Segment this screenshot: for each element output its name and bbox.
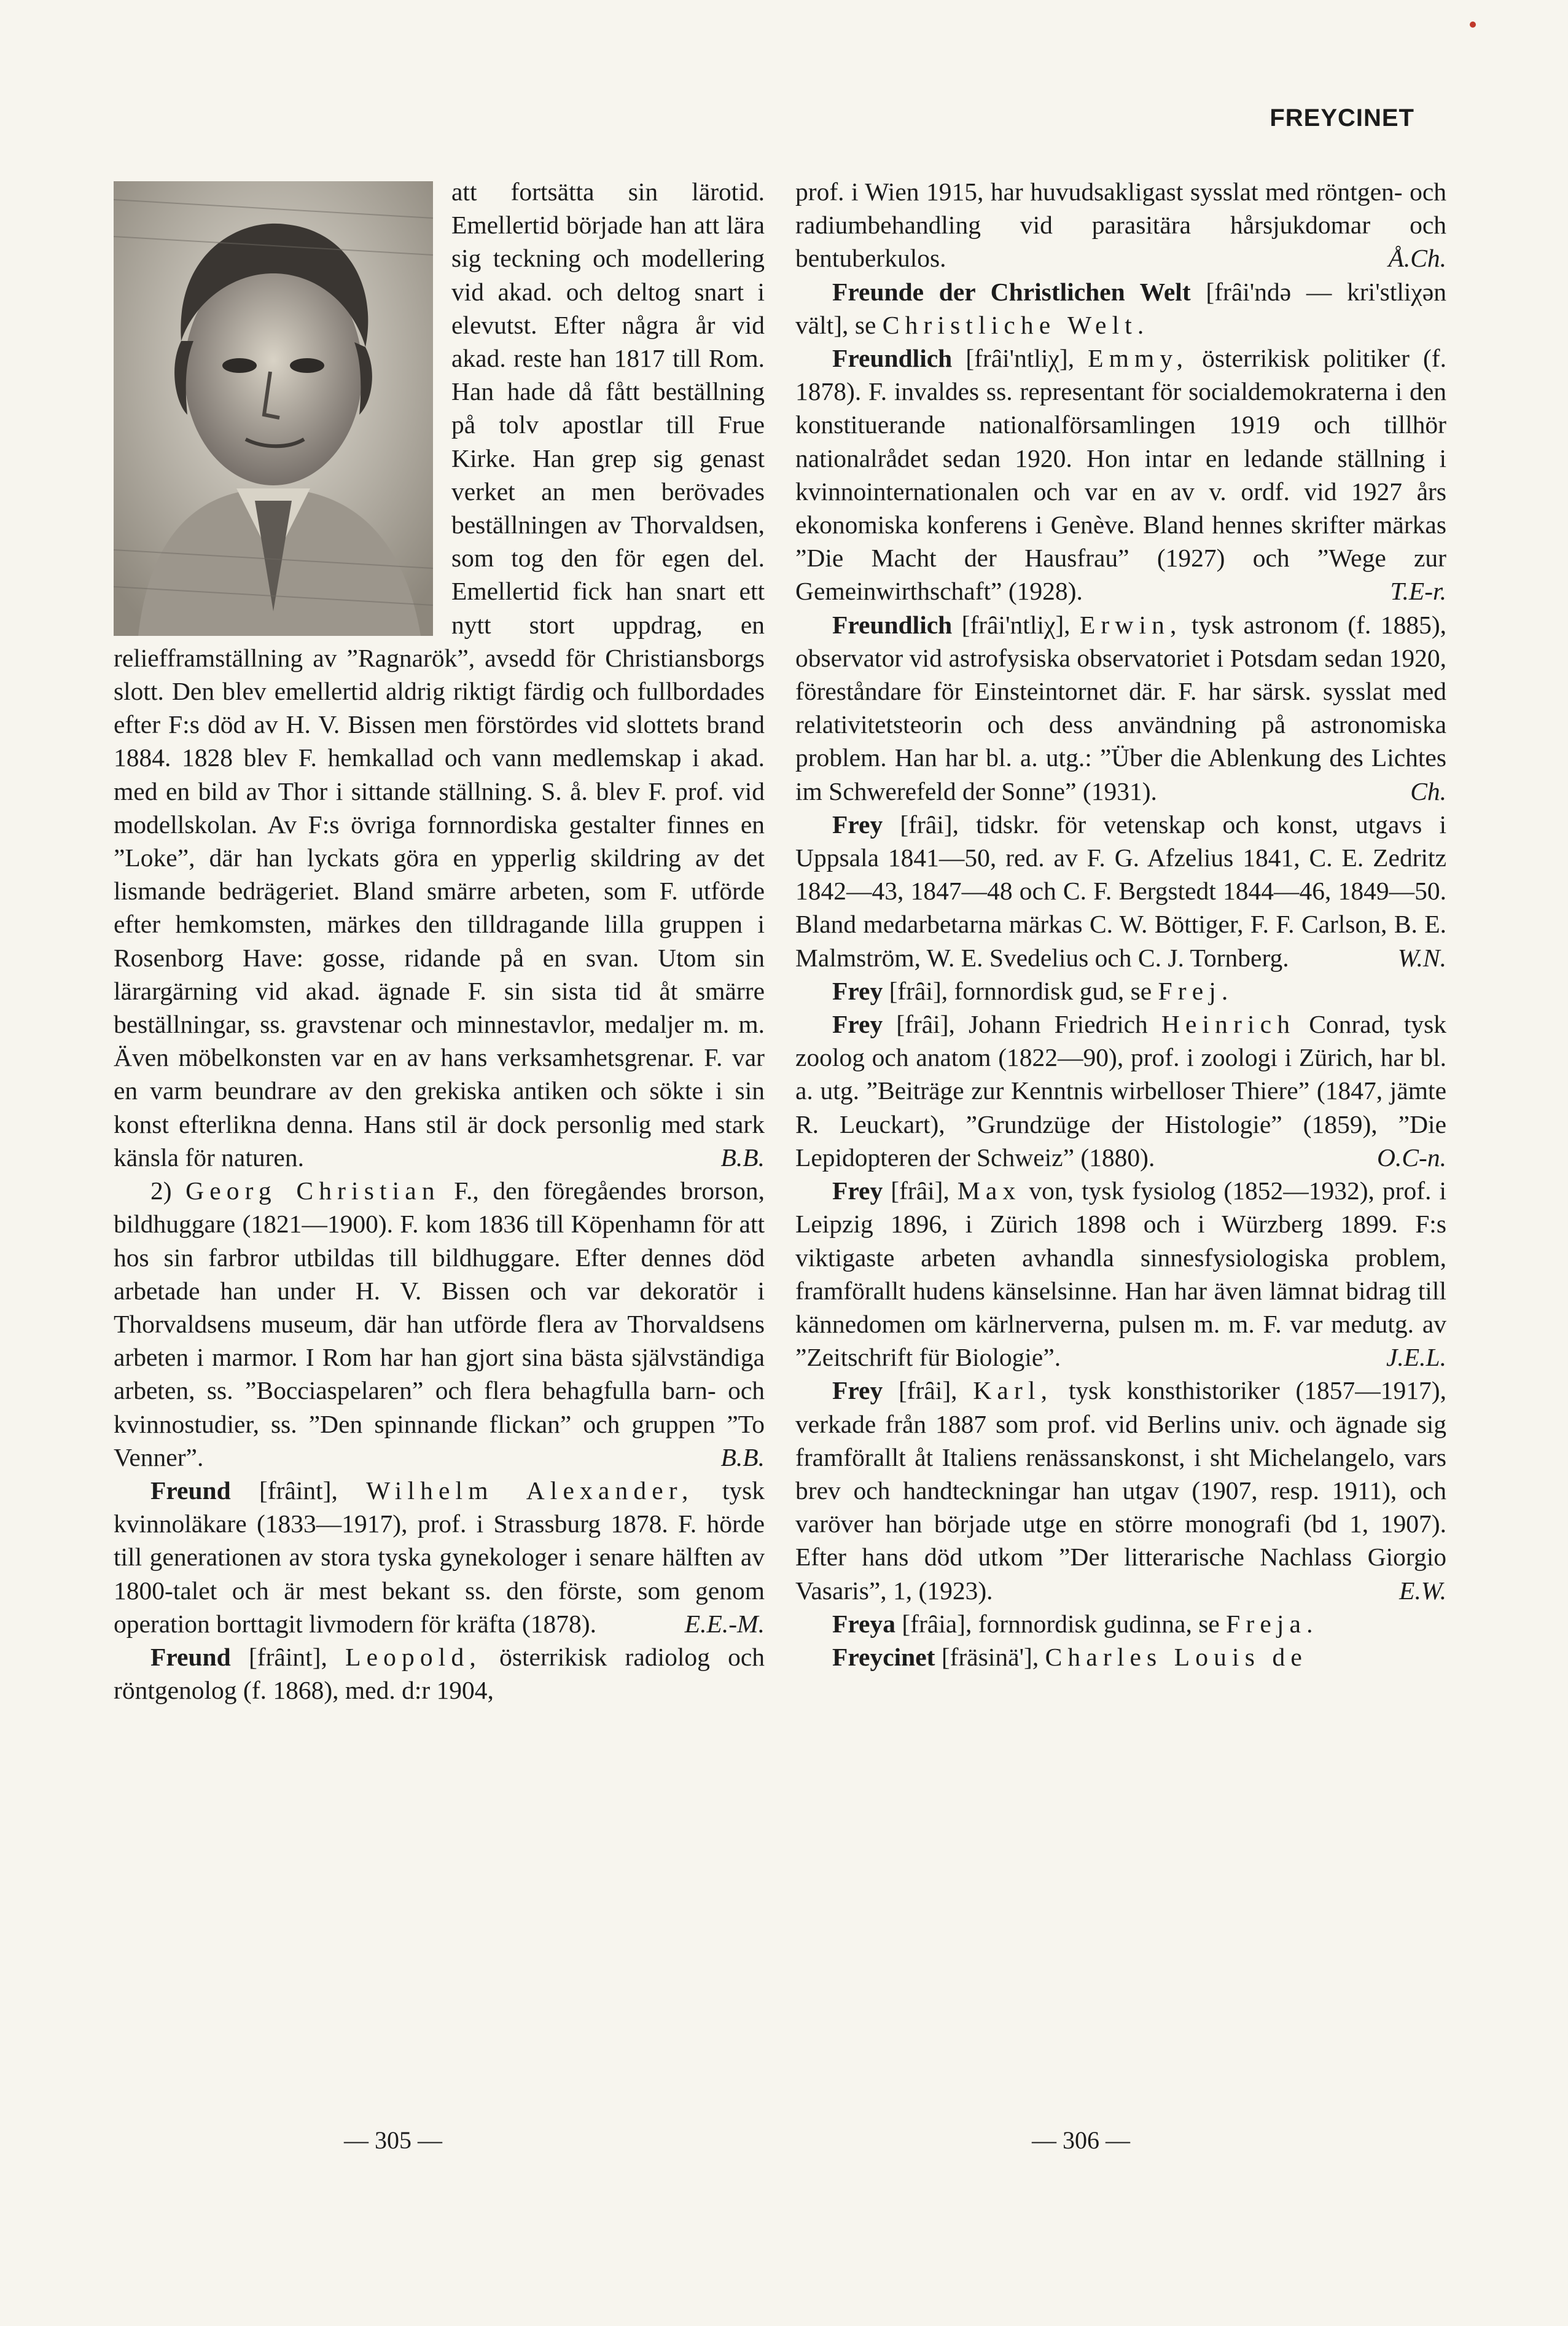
- author-signature: T.E-r.: [1390, 577, 1446, 606]
- author-signature: Å.Ch.: [1388, 244, 1446, 273]
- entry-freund-leopold: Freund [frȃint], Leopold, österrikisk radiolog och röntgenolog (f. 1868), med. d:r 1904,: [114, 1642, 765, 1705]
- cross-reference: Christliche Welt.: [882, 310, 1150, 339]
- author-signature: J.E.L.: [1386, 1343, 1446, 1372]
- headword: Freund: [150, 1476, 231, 1505]
- cross-reference: Frej.: [1158, 976, 1234, 1005]
- author-signature: E.E.-M.: [684, 1609, 765, 1638]
- author-signature: B.B.: [720, 1143, 765, 1172]
- headword: Freundlich: [832, 610, 953, 639]
- author-signature: Ch.: [1410, 777, 1446, 805]
- paragraph-thorvaldsen-continuation: att fortsätta sin lärotid. Emellertid började han att lära sig teckning och modellering vid akad. och deltog snart i elevutst. Efter några år vid akad. reste han 1817 till Rom. Han hade då fått beställning på tolv apostlar till Frue Kirke. Han grep sig genast verket an men berövades beställningen av Thorvaldsen, som tog den för egen del. Emellertid fick han snart ett nytt stort uppdrag, en reliefframställning av ”Ragnarök”, avsedd för Christiansborgs slott. Den blev emellertid aldrig riktigt färdig och fullbordades efter F:s död av H. V. Bissen men förstördes vid slottets brand 1884. 1828 blev F. hemkallad och vann medlemskap i akad. med en bild av Thor i sittande ställning. S. å. blev F. prof. vid modellskolan. Av F:s övriga fornnordiska gestalter finnes en ”Loke”, där han lyckats göra en ypperlig skildring av det lismande bedrägeriet. Bland smärre arbeten, som F. utförde efter hemkomsten, märkes den tilldragande lilla gruppen i Rosenborg Have: gosse, ridande på en svan. Utom sin lärargärning vid akad. ägnade F. sin sista tid åt smärre beställningar, ss. gravstenar och minnestavlor, medaljer m. m. Även möbelkonsten var en av hans verksamhetsgrenar. F. var en varm beundrare av den grekiska antiken och sökte i sin konst efterlikna denna. Hans stil är dock personlig med stark känsla för naturen. B.B.: [114, 175, 765, 1174]
- headword: Frey: [832, 1010, 883, 1039]
- portrait-image: [114, 181, 433, 636]
- entry-freunde-christlichen-welt: Freunde der Christlichen Welt [frȃi'ndə — kri'stliχən vält], se Christliche Welt.: [795, 277, 1447, 339]
- page-number-right: — 306 —: [1032, 2126, 1130, 2154]
- headword: Freundlich: [832, 344, 953, 373]
- entry-frey-karl: Frey [frȃi], Karl, tysk konsthistoriker (1857—1917), verkade från 1887 som prof. vid Berlins univ. och ägnade sig framförallt åt Italiens renässanskonst, i sht Michelangelo, vars brev och handteckningar han utgav (1907, resp. 1911), och varöver han började utge en större monografi (bd 1, 1907). Efter hans död utkom ”Der litterarische Nachlass Giorgio Vasaris”, 1, (1923). E.W.: [795, 1374, 1446, 1607]
- entry-frey-tidskrift: Frey [frȃi], tidskr. för vetenskap och konst, utgavs i Uppsala 1841—50, red. av F. G. Afzelius 1841, C. E. Zedritz 1842—43, 1847—48 och C. F. Bergstedt 1844—46, 1849—50. Bland medarbetarna märkas C. W. Böttiger, F. F. Carlson, B. E. Malmström, W. E. Svedelius och C. J. Tornberg. W.N.: [795, 808, 1446, 974]
- author-signature: E.W.: [1399, 1576, 1446, 1605]
- entry-freycinet: Freycinet [fräsinä'], Charles Louis de: [832, 1642, 1308, 1671]
- page-number-left: — 305 —: [344, 2126, 442, 2154]
- entry-freya: Freya [frȃia], fornnordisk gudinna, se Freja.: [832, 1609, 1319, 1638]
- author-signature: B.B.: [720, 1443, 765, 1471]
- left-column: [114, 175, 765, 1707]
- headword: Frey: [832, 976, 883, 1005]
- right-column: [795, 175, 1446, 1674]
- entry-frey-johann: Frey [frȃi], Johann Friedrich Heinrich Conrad, tysk zoolog och anatom (1822—90), prof. i zoologi i Zürich, har bl. a. utg. ”Beiträge zur Kenntnis wirbelloser Thiere” (1847, jämte R. Leuckart), ”Grundzüge der Histologie” (1859), ”Die Lepidopteren der Schweiz” (1880). O.C-n.: [795, 1008, 1446, 1174]
- entry-freund-wilhelm: Freund [frȃint], Wilhelm Alexander, tysk kvinnoläkare (1833—1917), prof. i Strassburg 1878. F. hörde till generationen av stora tyska gynekologer i senare hälften av 1800-talet och är mest bekant ss. den förste, som genom operation borttagit livmodern för kräfta (1878). E.E.-M.: [114, 1474, 765, 1640]
- author-signature: O.C-n.: [1377, 1143, 1446, 1172]
- entry-person-name: Georg Christian: [185, 1177, 440, 1205]
- headword: Frey: [832, 1177, 883, 1205]
- portrait-engraving-icon: [114, 181, 433, 636]
- author-signature: W.N.: [1397, 943, 1446, 972]
- entry-freundlich-erwin: Freundlich [frȃi'ntliχ], Erwin, tysk astronom (f. 1885), observator vid astrofysiska observatoriet i Potsdam sedan 1920, föreståndare för Einsteintornet där. F. har särsk. sysslat med relativitetsteorin och dess användning på astronomiska problem. Han har bl. a. utg.: ”Über die Ablenkung des Lichtes im Schwerefeld der Sonne” (1931). Ch.: [795, 608, 1446, 808]
- headword: Freunde der Christlichen Welt: [832, 277, 1191, 306]
- entry-georg-christian: 2) Georg Christian F., den föregåendes brorson, bildhuggare (1821—1900). F. kom 1836 till Köpenhamn för att hos sin farbror utbildas till bildhuggare. Efter dennes död arbetade han under H. V. Bissen och var dekoratör i Thorvaldsens museum, där han utförde flera av Thorvaldsens arbeten i marmor. I Rom har han gjort sina bästa självständiga arbeten, ss. ”Bocciaspelaren” och flera behagfulla barn- och kvinnostudier, ss. ”Den spinnande flickan” och gruppen ”To Venner”. B.B.: [114, 1174, 765, 1474]
- cross-reference: Freja.: [1226, 1609, 1319, 1638]
- paragraph-leopold-continuation: prof. i Wien 1915, har huvudsakligast sysslat med röntgen- och radiumbehandling vid parasitära hårsjukdomar och bentuberkulos. Å.Ch.: [795, 175, 1446, 275]
- headword: Frey: [832, 1376, 883, 1405]
- page-mark: [1470, 22, 1476, 28]
- headword: Freya: [832, 1609, 895, 1638]
- entry-frey-gud: Frey [frȃi], fornnordisk gud, se Frej.: [832, 976, 1234, 1005]
- headword: Frey: [832, 810, 883, 839]
- running-head: FREYCINET: [1270, 104, 1414, 131]
- headword: Freycinet: [832, 1642, 935, 1671]
- entry-freundlich-emmy: Freundlich [frȃi'ntliχ], Emmy, österrikisk politiker (f. 1878). F. invaldes ss. representant för socialdemokraterna i den konstituerande nationalförsamlingen 1919 och tillhör nationalrådet sedan 1920. Hon intar en ledande ställning i kvinnointernationalen och var en av v. ordf. vid 1927 års ekonomiska konferens i Genève. Bland hennes skrifter märkas ”Die Macht der Hausfrau” (1927) och ”Wege zur Gemeinwirthschaft” (1928). T.E-r.: [795, 342, 1446, 608]
- entry-frey-max: Frey [frȃi], Max von, tysk fysiolog (1852—1932), prof. i Leipzig 1896, i Zürich 1898 och i Würzberg 1899. F:s viktigaste arbeten avhandla sinnesfysiologiska problem, framförallt hudens känselsinne. Han har även lämnat bidrag till kännedomen om kärlnerverna, pulsen m. m. F. var medutg. av ”Zeitschrift für Biologie”. J.E.L.: [795, 1174, 1446, 1374]
- headword: Freund: [150, 1642, 231, 1671]
